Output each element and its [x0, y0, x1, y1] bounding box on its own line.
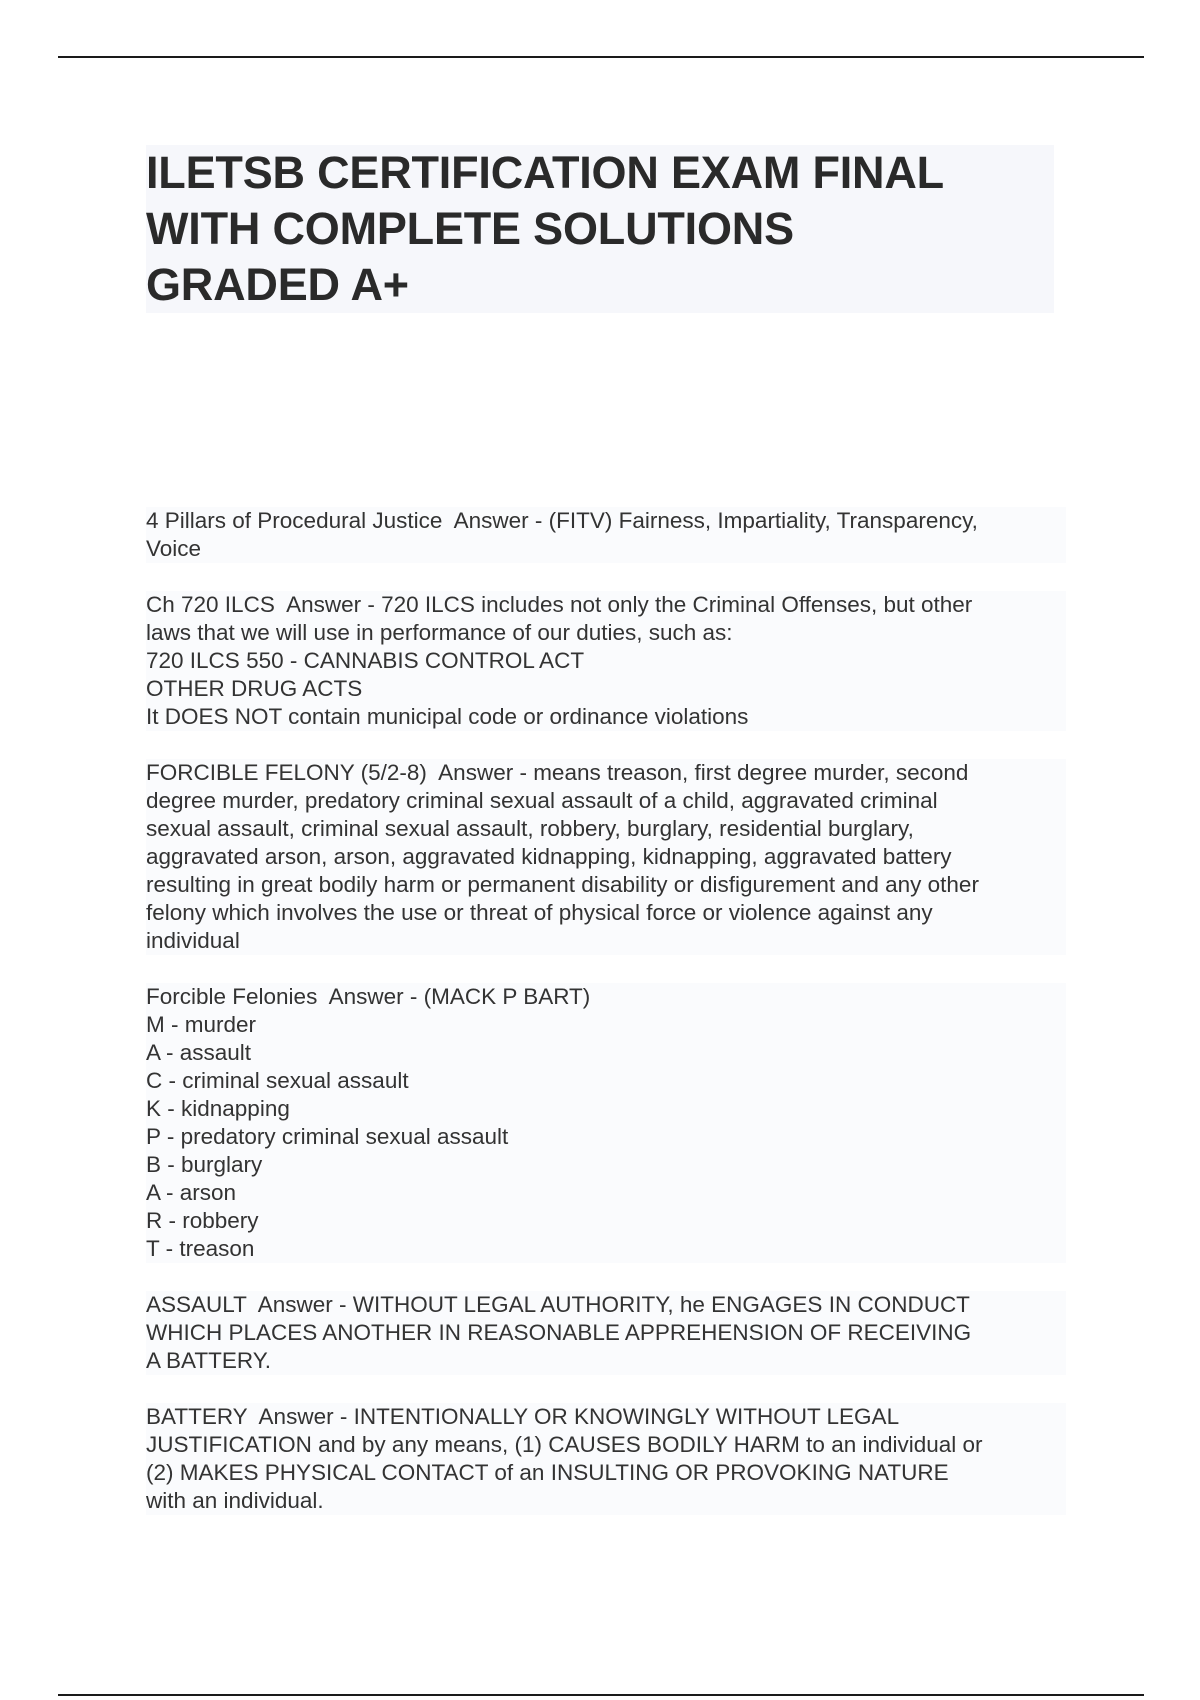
entry-line: ASSAULT Answer - WITHOUT LEGAL AUTHORITY, he ENGAGES IN CONDUCT	[146, 1292, 970, 1317]
entry-line: K - kidnapping	[146, 1096, 290, 1121]
title-line: WITH COMPLETE SOLUTIONS	[146, 203, 794, 254]
entry-line: P - predatory criminal sexual assault	[146, 1124, 509, 1149]
qa-entry-assault	[146, 1291, 1066, 1375]
entry-line: resulting in great bodily harm or permanent disability or disfigurement and any other	[146, 872, 979, 897]
entry-line: M - murder	[146, 1012, 257, 1037]
entry-line: laws that we will use in performance of our duties, such as:	[146, 620, 733, 645]
entry-line: R - robbery	[146, 1208, 259, 1233]
entry-line: 720 ILCS 550 - CANNABIS CONTROL ACT	[146, 648, 585, 673]
entry-line: It DOES NOT contain municipal code or ordinance violations	[146, 704, 749, 729]
entry-line: WHICH PLACES ANOTHER IN REASONABLE APPREHENSION OF RECEIVING	[146, 1320, 972, 1345]
entry-line: Ch 720 ILCS Answer - 720 ILCS includes not only the Criminal Offenses, but other	[146, 592, 973, 617]
qa-entry-procedural-justice	[146, 507, 1066, 563]
entry-line: Voice	[146, 536, 202, 561]
entry-line: (2) MAKES PHYSICAL CONTACT of an INSULTING OR PROVOKING NATURE	[146, 1460, 949, 1485]
title-line: ILETSB CERTIFICATION EXAM FINAL	[146, 147, 944, 198]
entry-line: felony which involves the use or threat of physical force or violence against any	[146, 900, 933, 925]
entry-line: aggravated arson, arson, aggravated kidnapping, kidnapping, aggravated battery	[146, 844, 952, 869]
entry-line: A - assault	[146, 1040, 252, 1065]
bottom-rule	[58, 1694, 1144, 1696]
entry-line: individual	[146, 928, 240, 953]
entry-line: C - criminal sexual assault	[146, 1068, 409, 1093]
title-line: GRADED A+	[146, 259, 409, 310]
entry-line: sexual assault, criminal sexual assault, robbery, burglary, residential burglary,	[146, 816, 914, 841]
entry-line: JUSTIFICATION and by any means, (1) CAUSES BODILY HARM to an individual or	[146, 1432, 983, 1457]
qa-entry-forcible-felony	[146, 759, 1066, 955]
qa-entry-forcible-felonies	[146, 983, 1066, 1263]
qa-entry-battery	[146, 1403, 1066, 1515]
document-title	[146, 145, 1046, 313]
entry-line: A BATTERY.	[146, 1348, 272, 1373]
entry-line: 4 Pillars of Procedural Justice Answer - (FITV) Fairness, Impartiality, Transparency,	[146, 508, 978, 533]
entry-line: BATTERY Answer - INTENTIONALLY OR KNOWINGLY WITHOUT LEGAL	[146, 1404, 900, 1429]
top-rule	[58, 56, 1144, 58]
entry-line: A - arson	[146, 1180, 237, 1205]
entry-line: OTHER DRUG ACTS	[146, 676, 363, 701]
qa-content	[146, 507, 1066, 1543]
entry-line: T - treason	[146, 1236, 255, 1261]
entry-line: with an individual.	[146, 1488, 324, 1513]
entry-line: FORCIBLE FELONY (5/2-8) Answer - means treason, first degree murder, second	[146, 760, 969, 785]
entry-line: B - burglary	[146, 1152, 263, 1177]
qa-entry-ch-720-ilcs	[146, 591, 1066, 731]
entry-line: Forcible Felonies Answer - (MACK P BART)	[146, 984, 591, 1009]
entry-line: degree murder, predatory criminal sexual assault of a child, aggravated criminal	[146, 788, 938, 813]
